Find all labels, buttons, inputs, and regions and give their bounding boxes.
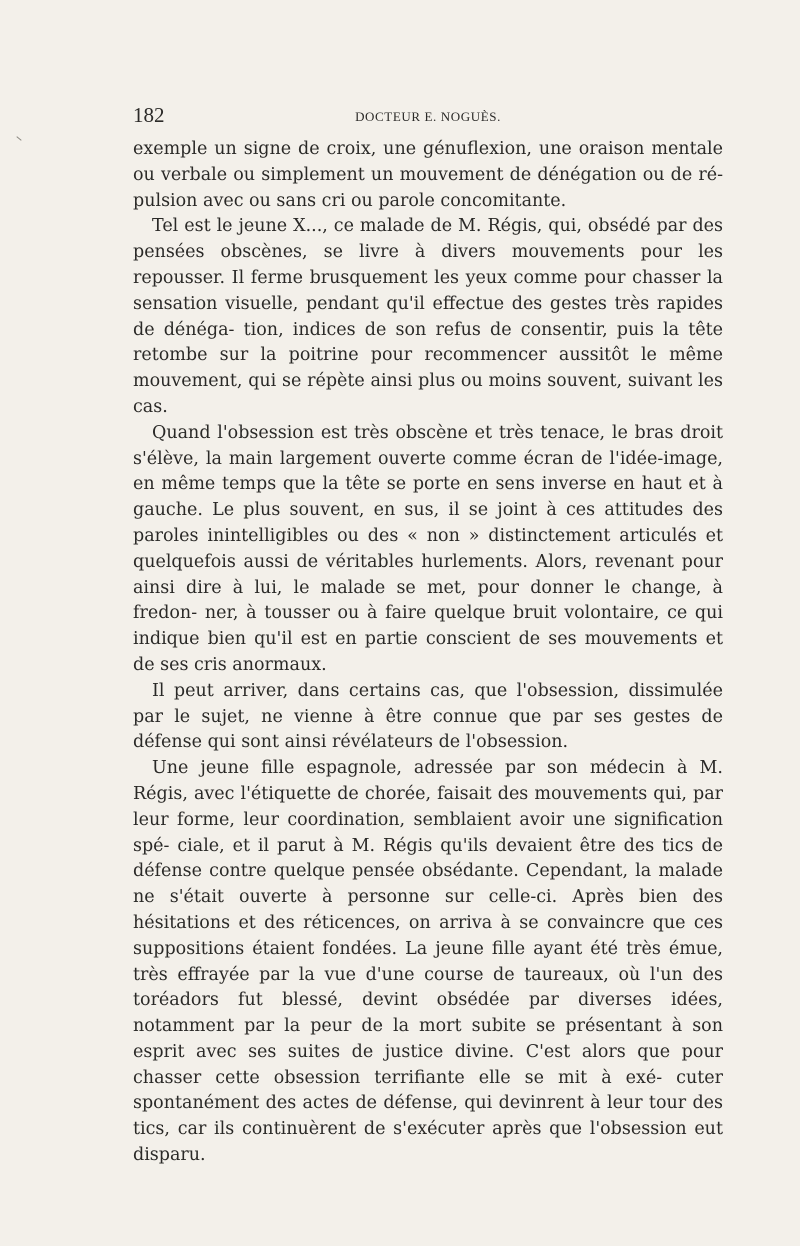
running-head: DOCTEUR E. NOGUÈS. [355, 109, 501, 124]
paragraph-jeune-fille: Une jeune fille espagnole, adressée par son médecin à M. Régis, avec l'étiquette de chorée, faisait des mouvements qui, par leur forme, leur coordination, semblaient avoir une signification spé- ciale, et il parut à M. Régis qu'ils devaient être des tics de défense contre quelque pensée obsédante. Cependant, la malade ne s'était ouverte à personne sur celle-ci. Après bien des hésitations et des réticences, on arriva à se convaincre que ces suppositions étaient fondées. La jeune fille ayant été très émue, très effrayée par la vue d'une course de taureaux, où l'un des toréadors fut blessé, devint obsédée par diverses idées, notamment par la peur de la mort subite se présentant à son esprit avec ses suites de justice divine. C'est alors que pour chasser cette obsession terrifiante elle se mit à exé- cuter spontanément des actes de défense, qui devinrent à leur tour des tics, car ils continuèrent de s'exécuter après que l'obsession eut disparu. [133, 758, 723, 1166]
body-text [133, 137, 723, 1169]
margin-mark [16, 136, 21, 141]
paragraph-obsession-tenace: Quand l'obsession est très obscène et très tenace, le bras droit s'élève, la main largement ouverte comme écran de l'idée-image, en même temps que la tête se porte en sens inverse en haut et à gauche. Le plus souvent, en sus, il se joint à ces attitudes des paroles inintelligibles ou des « non » distinctement articulés et quelquefois aussi de véritables hurlements. Alors, revenant pour ainsi dire à lui, le malade se met, pour donner le change, à fredon- ner, à tousser ou à faire quelque bruit volontaire, ce qui indique bien qu'il est en partie conscient de ses mouvements et de ses cris anormaux. [133, 422, 723, 675]
paragraph-continued: exemple un signe de croix, une génuflexion, une oraison mentale ou verbale ou simplement un mouvement de dénégation ou de ré- pulsion avec ou sans cri ou parole concomitante. [133, 139, 723, 211]
paragraph-young-x: Tel est le jeune X..., ce malade de M. Régis, qui, obsédé par des pensées obscènes, se livre à divers mouvements pour les repousser. Il ferme brusquement les yeux comme pour chasser la sensation visuelle, pendant qu'il effectue des gestes très rapides de dénéga- tion, indices de son refus de consentir, puis la tête retombe sur la poitrine pour recommencer aussitôt le même mouvement, qui se répète ainsi plus ou moins souvent, suivant les cas. [133, 216, 723, 417]
paragraph-dissimulee: Il peut arriver, dans certains cas, que l'obsession, dissimulée par le sujet, ne vienne à être connue que par ses gestes de défense qui sont ainsi révélateurs de l'obsession. [133, 680, 723, 753]
page-header [133, 103, 723, 129]
page-number: 182 [133, 103, 165, 127]
